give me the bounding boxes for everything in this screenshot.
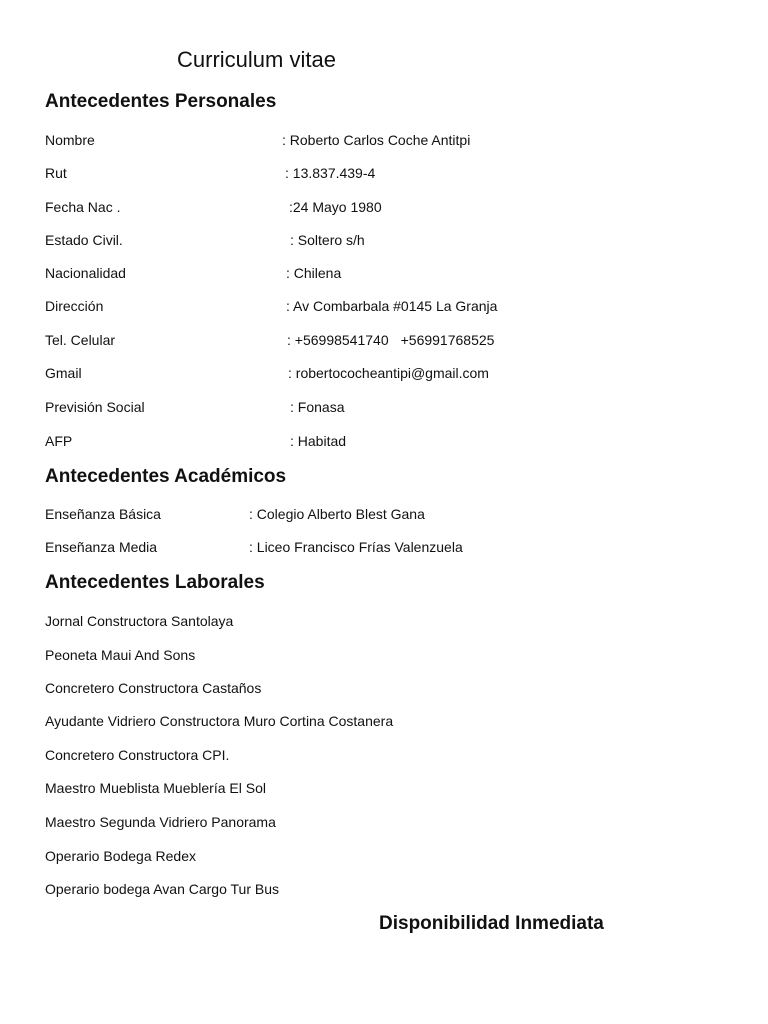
personal-section-heading: Antecedentes Personales (45, 91, 277, 112)
phone-secondary: +56991768525 (400, 332, 495, 348)
row-value (287, 331, 494, 349)
row-label: Rut (45, 165, 67, 181)
row-label: Tel. Celular (45, 332, 116, 348)
row-label: Gmail (45, 365, 82, 381)
row-label: AFP (45, 433, 73, 449)
row-label: Enseñanza Media (45, 539, 158, 555)
row-value: : Roberto Carlos Coche Antitpi (282, 132, 471, 148)
row-value: : Habitad (290, 433, 347, 449)
row-label: Nombre (45, 132, 95, 148)
row-label: Fecha Nac . (45, 199, 121, 215)
row-value: : 13.837.439-4 (285, 165, 376, 181)
work-section-heading: Antecedentes Laborales (45, 572, 265, 593)
row-label: Estado Civil. (45, 232, 123, 248)
row-value: : Colegio Alberto Blest Gana (249, 506, 425, 522)
row-value: :24 Mayo 1980 (289, 199, 382, 215)
row-value: : Soltero s/h (290, 232, 365, 248)
work-item: Peoneta Maui And Sons (45, 647, 196, 663)
row-value: : Liceo Francisco Frías Valenzuela (249, 539, 463, 555)
academic-section-heading: Antecedentes Académicos (45, 466, 287, 487)
row-label: Previsión Social (45, 399, 145, 415)
work-item: Jornal Constructora Santolaya (45, 613, 234, 629)
work-item: Concretero Constructora Castaños (45, 680, 262, 696)
work-item: Maestro Mueblista Mueblería El Sol (45, 780, 266, 796)
document-title: Curriculum vitae (177, 47, 336, 72)
row-label: Nacionalidad (45, 265, 126, 281)
availability-note: Disponibilidad Inmediata (379, 913, 604, 934)
row-value: : Fonasa (290, 399, 345, 415)
row-label: Enseñanza Básica (45, 506, 161, 522)
work-item: Ayudante Vidriero Constructora Muro Cortina Costanera (45, 713, 394, 729)
work-item: Operario bodega Avan Cargo Tur Bus (45, 881, 280, 897)
row-value: : robertococheantipi@gmail.com (288, 365, 489, 381)
work-item: Operario Bodega Redex (45, 848, 196, 864)
work-item: Maestro Segunda Vidriero Panorama (45, 814, 276, 830)
work-item: Concretero Constructora CPI. (45, 747, 230, 763)
row-label: Dirección (45, 298, 104, 314)
row-value: : Chilena (286, 265, 342, 281)
phone-primary: : +56998541740 (287, 332, 389, 348)
row-value: : Av Combarbala #0145 La Granja (286, 298, 498, 314)
